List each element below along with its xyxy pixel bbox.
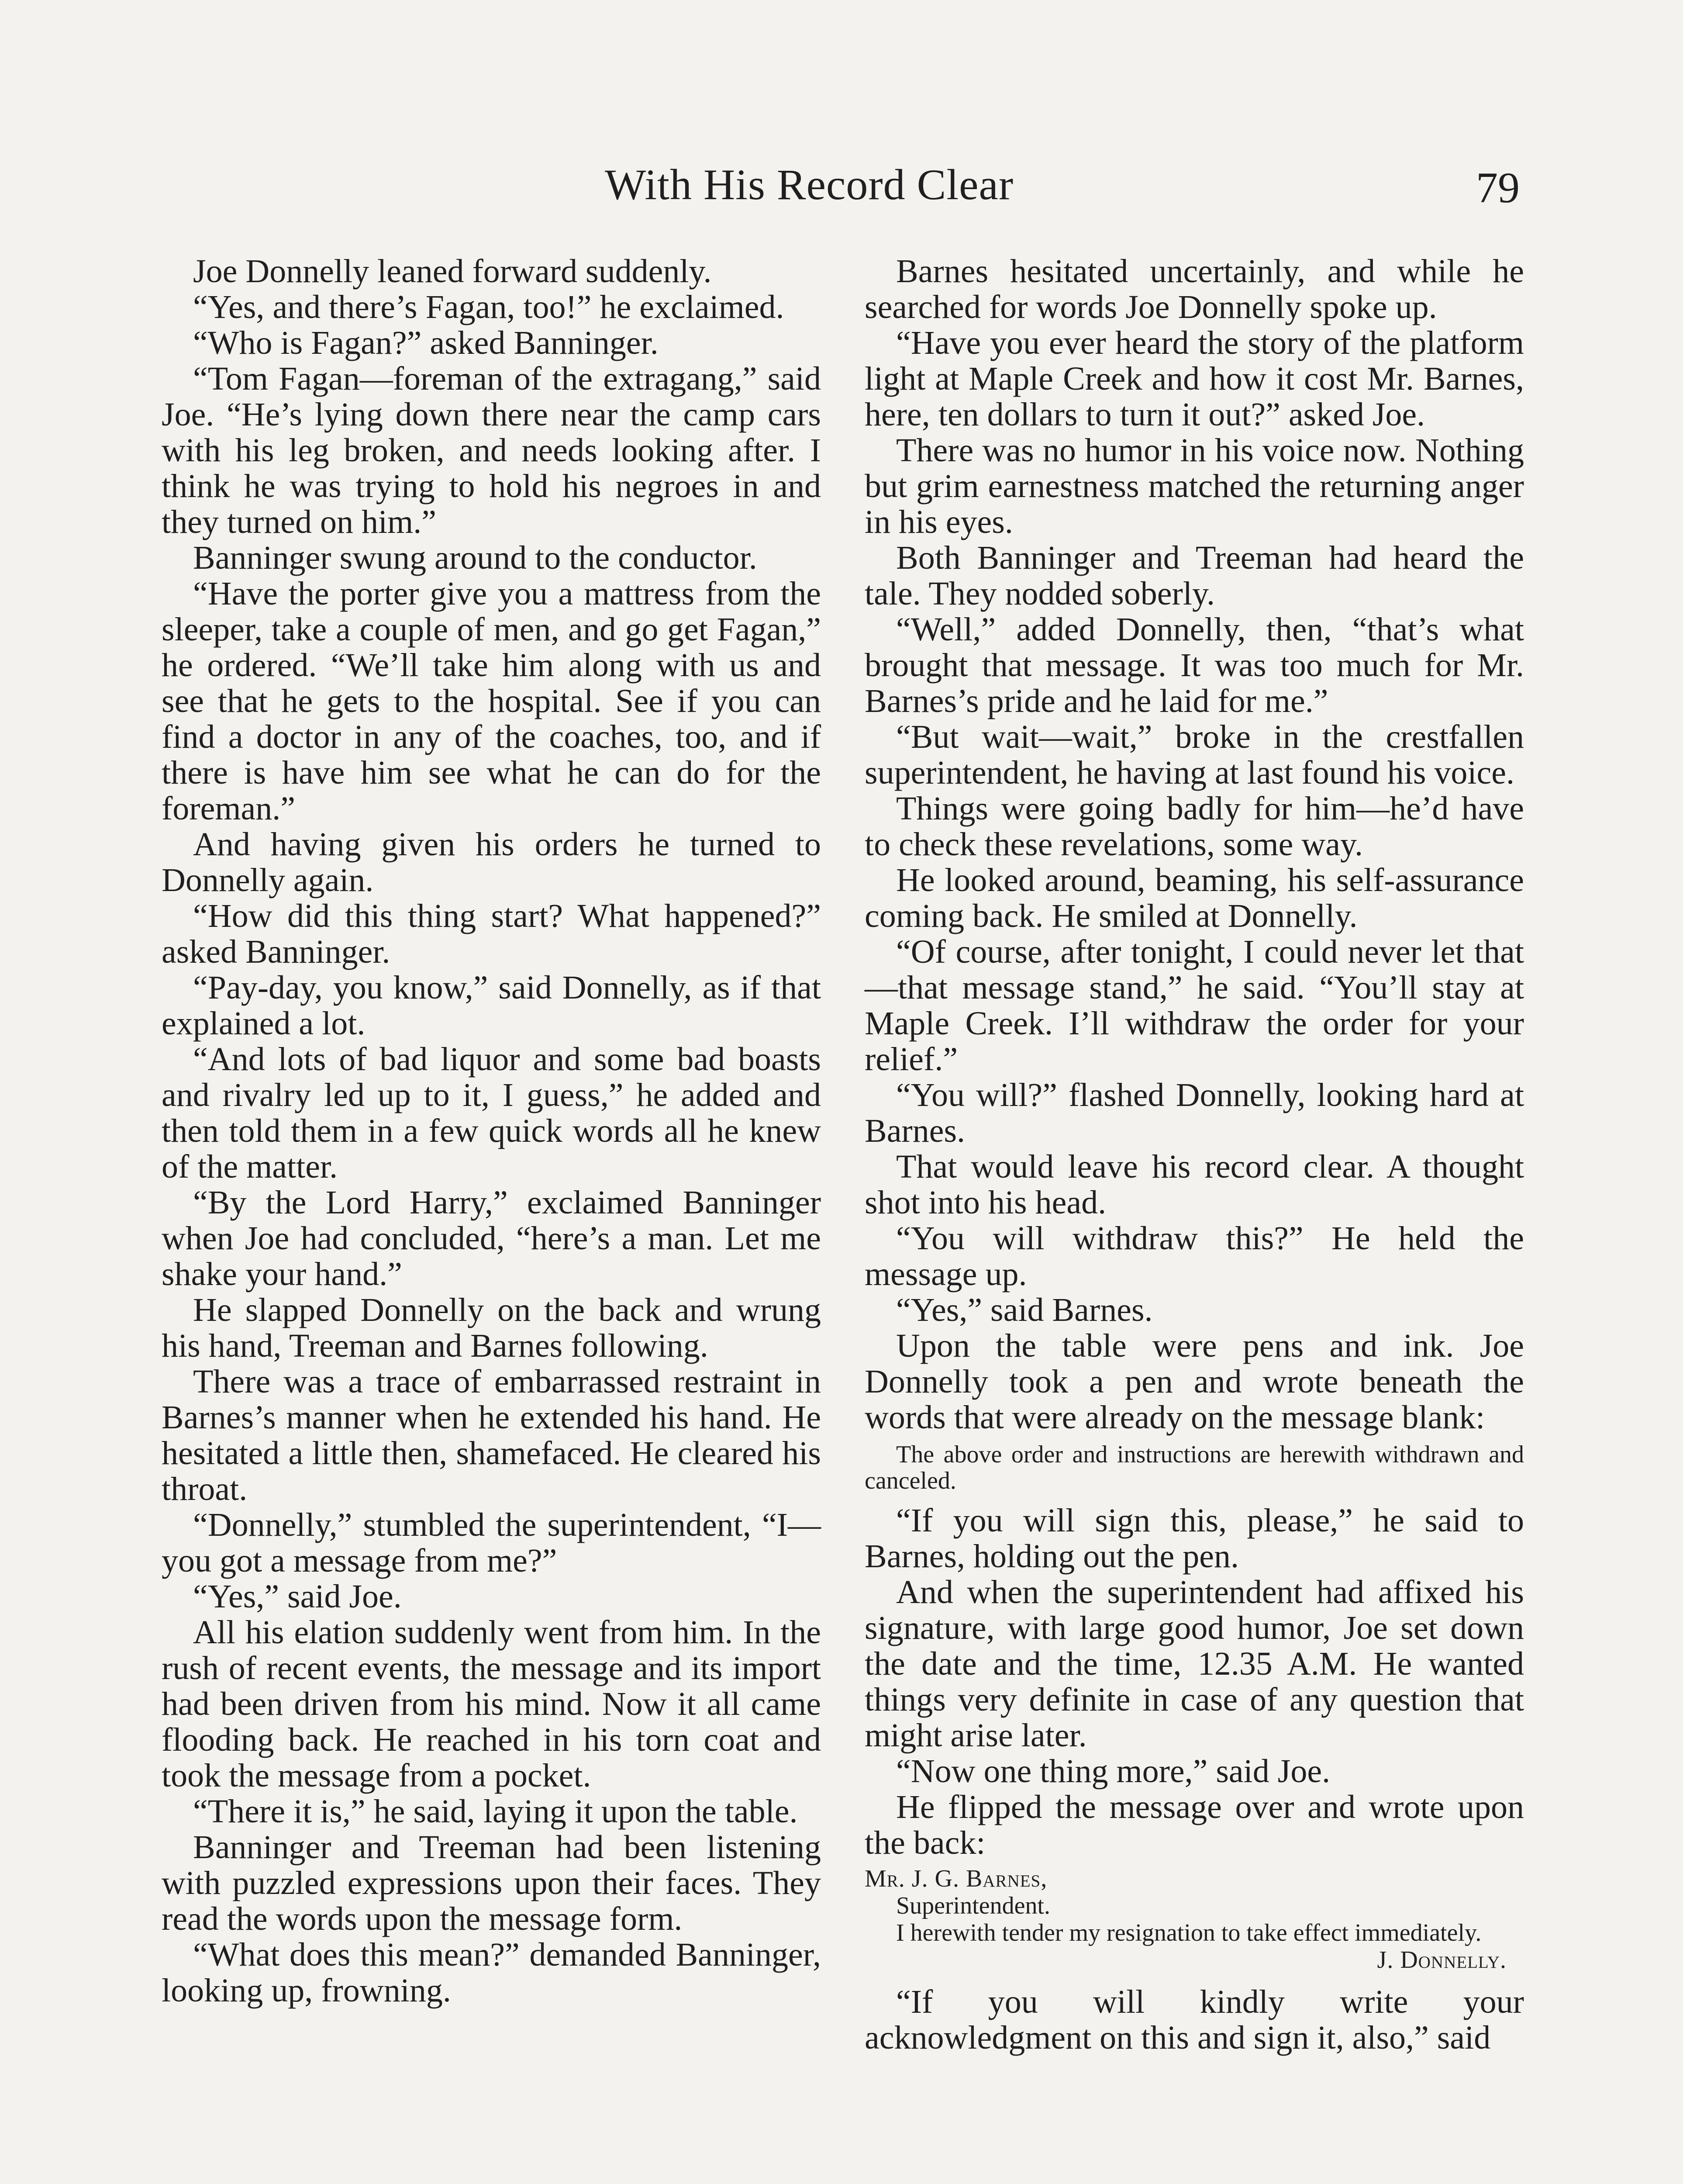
paragraph: And when the superintendent had affixed his signature, with large good humor, Joe set down the date and the time, 12.35 A.M. He wanted things very definite in case of any question that might arise later. xyxy=(865,1574,1524,1754)
paragraph: He slapped Donnelly on the back and wrung his hand, Treeman and Barnes following. xyxy=(162,1292,821,1364)
paragraph: “If you will sign this, please,” he said to Barnes, holding out the pen. xyxy=(865,1502,1524,1575)
paragraph: “But wait—wait,” broke in the crestfallen superintendent, he having at last found his voice. xyxy=(865,719,1524,791)
paragraph: “What does this mean?” demanded Banninger, looking up, frowning. xyxy=(162,1936,821,2009)
paragraph: “Yes,” said Barnes. xyxy=(896,1292,1153,1328)
paragraph: “Have the porter give you a mattress from the sleeper, take a couple of men, and go get Fagan,” he ordered. “We’ll take him along with us and see that he gets to the hospital. See if you can find a doctor in any of the coaches, too, and if there is have him see what he can do for the foreman.” xyxy=(162,575,821,827)
cancellation-note: The above order and instructions are herewith withdrawn and canceled. xyxy=(865,1441,1524,1494)
paragraph: There was no humor in his voice now. Nothing but grim earnestness matched the returning anger in his eyes. xyxy=(865,432,1524,540)
paragraph: “Donnelly,” stumbled the superintendent, “I—you got a message from me?” xyxy=(162,1507,821,1579)
resignation-addressee: Mr. J. G. Barnes, xyxy=(865,1865,1048,1892)
left-column xyxy=(162,253,821,2008)
paragraph: “Pay-day, you know,” said Donnelly, as if that explained a lot. xyxy=(162,969,821,1042)
paragraph: And having given his orders he turned to Donnelly again. xyxy=(162,826,821,898)
paragraph: “Tom Fagan—foreman of the extragang,” said Joe. “He’s lying down there near the camp cars with his leg broken, and needs looking after. I think he was trying to hold his negroes in and they turned on him.” xyxy=(162,360,821,540)
resignation-signature: J. Donnelly. xyxy=(1377,1946,1507,1973)
resignation-note xyxy=(865,1865,1524,1973)
paragraph: “If you will kindly write your acknowledgment on this and sign it, also,” said xyxy=(865,1984,1524,2056)
resignation-title: Superintendent. xyxy=(896,1892,1051,1919)
paragraph: “Now one thing more,” said Joe. xyxy=(896,1753,1331,1790)
paragraph: Banninger swung around to the conductor. xyxy=(193,539,757,576)
paragraph: All his elation suddenly went from him. In the rush of recent events, the message and its import had been driven from his mind. Now it all came flooding back. He reached in his torn coat and took the message from a pocket. xyxy=(162,1614,821,1794)
paragraph: “By the Lord Harry,” exclaimed Banninger when Joe had concluded, “here’s a man. Let me shake your hand.” xyxy=(162,1184,821,1292)
paragraph: Banninger and Treeman had been listening with puzzled expressions upon their faces. They read the words upon the message form. xyxy=(162,1829,821,1937)
paragraph: He flipped the message over and wrote upon the back: xyxy=(865,1789,1524,1861)
paragraph: “Who is Fagan?” asked Banninger. xyxy=(193,325,659,361)
paragraph: “And lots of bad liquor and some bad boasts and rivalry led up to it, I guess,” he added and then told them in a few quick words all he knew of the matter. xyxy=(162,1041,821,1185)
paragraph: “Well,” added Donnelly, then, “that’s what brought that message. It was too much for Mr. Barnes’s pride and he laid for me.” xyxy=(865,611,1524,719)
paragraph: Things were going badly for him—he’d have to check these revelations, some way. xyxy=(865,790,1524,863)
paragraph: Joe Donnelly leaned forward suddenly. xyxy=(193,253,712,290)
paragraph: Both Banninger and Treeman had heard the tale. They nodded soberly. xyxy=(865,539,1524,612)
resignation-body: I herewith tender my resignation to take effect immediately. xyxy=(896,1919,1482,1946)
right-column xyxy=(865,253,1524,2056)
running-title: With His Record Clear xyxy=(605,160,1014,209)
page-header xyxy=(0,0,1683,227)
paragraph: Upon the table were pens and ink. Joe Donnelly took a pen and wrote beneath the words that were already on the message blank: xyxy=(865,1327,1524,1436)
paragraph: “How did this thing start? What happened?” asked Banninger. xyxy=(162,898,821,970)
paragraph: “Of course, after tonight, I could never let that—that message stand,” he said. “You’ll stay at Maple Creek. I’ll withdraw the order for your relief.” xyxy=(865,933,1524,1078)
paragraph: There was a trace of embarrassed restraint in Barnes’s manner when he extended his hand. He hesitated a little then, shamefaced. He cleared his throat. xyxy=(162,1363,821,1507)
paragraph: “Yes, and there’s Fagan, too!” he exclaimed. xyxy=(193,289,784,325)
paragraph: “You will withdraw this?” He held the message up. xyxy=(865,1220,1524,1292)
paragraph: That would leave his record clear. A thought shot into his head. xyxy=(865,1148,1524,1221)
paragraph: “There it is,” he said, laying it upon the table. xyxy=(193,1793,798,1830)
paragraph: Barnes hesitated uncertainly, and while he searched for words Joe Donnelly spoke up. xyxy=(865,253,1524,325)
paragraph: He looked around, beaming, his self-assurance coming back. He smiled at Donnelly. xyxy=(865,862,1524,934)
page-number: 79 xyxy=(1476,163,1520,212)
resignation-body-wrap xyxy=(865,1919,1524,1973)
paragraph: “Have you ever heard the story of the platform light at Maple Creek and how it cost Mr. Barnes, here, ten dollars to turn it out?” asked Joe. xyxy=(865,325,1524,433)
paragraph: “You will?” flashed Donnelly, looking hard at Barnes. xyxy=(865,1077,1524,1149)
paragraph: “Yes,” said Joe. xyxy=(193,1578,402,1615)
